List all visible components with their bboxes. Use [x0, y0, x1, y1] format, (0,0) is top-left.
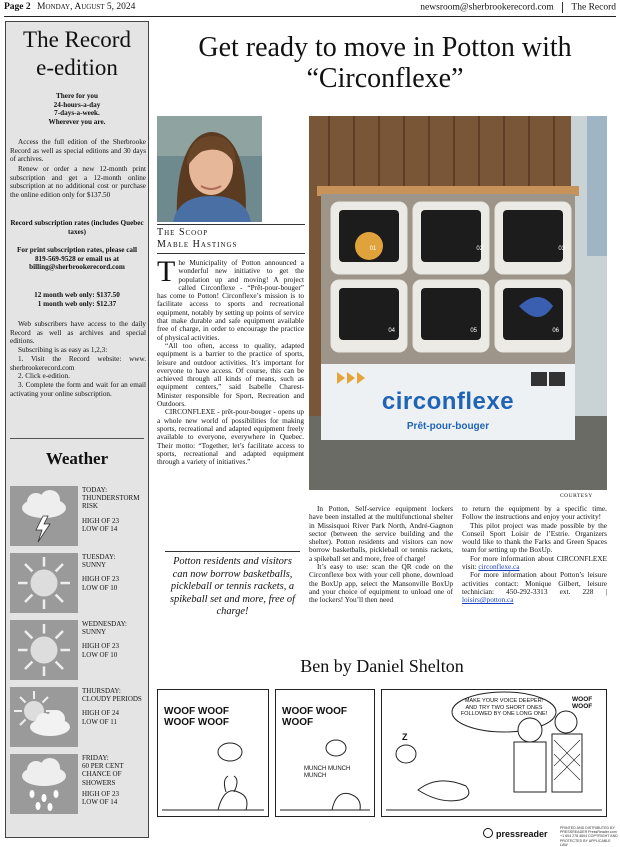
weather-condition: CLOUDY PERIODS: [82, 695, 142, 704]
pressreader-icon: [483, 828, 493, 838]
partly-cloudy-icon: [10, 687, 78, 747]
tagline-line: 24-hours-a-day: [53, 100, 101, 109]
article-column-1: [157, 255, 304, 467]
weather-day-thursday: [10, 687, 146, 749]
weather-condition: SUNNY: [82, 628, 107, 637]
step-2: 2. Click e-edition.: [18, 372, 70, 380]
weather-day-today: [10, 486, 146, 548]
comic-panel-3: [381, 689, 607, 817]
headline-line-1: Get ready to move in Potton with: [198, 32, 572, 63]
locker-number: 06: [552, 328, 559, 334]
sidebar-para-web: Web subscribers have access to the daily Record as well as archives and special editions.: [10, 320, 146, 346]
sidebar-para-renew: Renew or order a new 12-month print subscription and get a 12-month online subscription at no additional cost or purchase the online edition only for $137.50: [10, 165, 146, 199]
photo-credit: COURTESY: [560, 493, 593, 499]
steps-intro: Subscribing is as easy as 1,2,3:: [18, 346, 108, 354]
article-paragraph: [157, 255, 304, 342]
thunderstorm-icon: [10, 486, 78, 546]
weather-condition: SUNNY: [82, 561, 107, 570]
header-right: [420, 2, 616, 13]
weather-high: HIGH OF 24: [82, 709, 119, 718]
article-column-3: [462, 505, 607, 605]
web-rate-12-month: 12 month web only: $137.50: [34, 291, 120, 299]
section-label: [157, 224, 305, 238]
web-rate-1-month: 1 month web only: $12.37: [37, 300, 117, 308]
section-text: The Scoop: [157, 227, 209, 238]
article-paragraph: “All too often, access to quality, adapted equipment is a barrier to the practice of sports, leisure and outdoor activities. It’s important for everyone to have access. Of course, this can be achieved through all kinds of means, such as equipment centers,” said Isabelle Charest-Minister responsible for Sport, Recreation and Outdoors.: [157, 340, 304, 409]
sidebar-para-access: Access the full edition of the Sherbrooke Record as well as special editions and 30 days of archives.: [10, 138, 146, 164]
weather-day: WEDNESDAY:: [82, 620, 127, 628]
locker-number: 05: [470, 328, 477, 334]
comic-sound: WOOF WOOF WOOF: [282, 706, 347, 728]
pressreader-logo: [483, 828, 548, 839]
article-paragraph: This pilot project was made possible by the Conseil Sport Loisir de l’Estrie. Organizers would like to thank the Farks and Green Spaces team for setting up the BoxUp.: [462, 520, 607, 555]
paragraph-text: he Municipality of Potton announced a wonderful new initiative to get the population up and moving! A project called Circonflexe - “Prêt-pour-bouger” has come to Potton! Circonflexe’s mission is to facilitate access to sports and recreational equipment, notably by setting up points of service that make durable and safe equipment available free of charge, in order to encourage the practice of physical activities.: [157, 258, 304, 342]
author-byline: [157, 239, 305, 254]
comic-sound: WOOF WOOF WOOF WOOF: [164, 706, 229, 728]
circonflexe-locker-photo: [309, 116, 607, 490]
weather-text: [82, 553, 148, 592]
article-paragraph: In Potton, Self-service equipment lockers have been installed at the multifunctional shelter in Missisquoi River Park North, André-Gagnon sector (between the service building and the shelter). Potton residents and visitors can now borrow basketballs, pickleball or tennis rackets, a spikeball set and more, free of charge!: [309, 504, 453, 563]
weather-low: LOW OF 10: [82, 650, 118, 659]
article-paragraph: [462, 555, 607, 572]
newsroom-email[interactable]: newsroom@sherbrookerecord.com: [420, 2, 554, 13]
article-column-2: [309, 505, 453, 605]
tagline: [10, 92, 144, 126]
weather-text: [82, 754, 148, 806]
weather-text: [82, 486, 148, 533]
tagline-line: There for you: [55, 92, 99, 100]
print-subscription-info: For print subscription rates, please call 819-569-9528 or email us at billing@sherbrookerecord.com: [16, 246, 138, 272]
pull-quote: Potton residents and visitors can now borrow basketballs, pickleball or tennis rackets, a spikeball set and more, free of charge!: [165, 551, 300, 619]
locker-number: 03: [558, 246, 565, 252]
comic-sound: WOOF WOOF: [572, 696, 593, 710]
weather-high: HIGH OF 23: [82, 642, 119, 651]
weather-text: [82, 687, 148, 726]
headline-line-2: “Circonflexe”: [306, 63, 464, 94]
weather-condition: THUNDERSTORM RISK: [82, 494, 140, 511]
page-info: [4, 2, 135, 12]
weather-day-wednesday: [10, 620, 146, 682]
potton-email-link[interactable]: loisirs@potton.ca: [462, 595, 514, 605]
sun-icon: [10, 553, 78, 613]
weather-low: LOW OF 14: [82, 798, 118, 807]
paragraph-text: For more information about CIRCONFLEXE visit:: [462, 553, 607, 572]
locker-number: 01: [369, 246, 377, 252]
sidebar: [5, 21, 149, 838]
weather-day: THURSDAY:: [82, 687, 121, 695]
eedition-subtitle: e-edition: [36, 55, 118, 80]
pressreader-fineprint: PRINTED AND DISTRIBUTED BY PRESSREADER PressReader.com +1 604 278 4604 COPYRIGHT AND PROTECTED BY APPLICABLE LAW: [560, 826, 618, 847]
page-date: Monday, August 5, 2024: [37, 2, 136, 12]
author-photo: [157, 116, 262, 222]
weather-heading: Weather: [45, 449, 109, 468]
article-paragraph: It’s easy to use: scan the QR code on the Circonflexe box with your cell phone, download the BoxUp app, select the Mansonville BoxUp and your choice of equipment to unload one of the lockers! You’ll then need: [309, 562, 453, 605]
weather-condition: 60 PER CENT CHANCE OF SHOWERS: [82, 762, 124, 787]
comic-strip: [157, 689, 607, 819]
comic-panel-1: [157, 689, 269, 817]
tagline-line: 7-days-a-week.: [54, 109, 100, 118]
weather-day: FRIDAY:: [82, 754, 109, 762]
page-number: Page 2: [4, 2, 31, 12]
circonflexe-slogan: Prêt-pour-bouger: [406, 421, 490, 432]
circonflexe-link[interactable]: circonflexe.ca: [478, 562, 520, 572]
paper-name: The Record: [571, 2, 616, 13]
weather-day: TODAY:: [82, 486, 108, 494]
step-3: 3. Complete the form and wait for an email activating your online subscription.: [10, 381, 146, 398]
sidebar-divider: [10, 438, 144, 439]
weather-day: TUESDAY:: [82, 553, 116, 561]
article-paragraph: [462, 571, 607, 604]
weather-text: [82, 620, 148, 659]
eedition-title: The Record: [23, 27, 131, 52]
locker-number: 04: [388, 328, 395, 334]
locker-number: 02: [476, 246, 483, 252]
weather-day-tuesday: [10, 553, 146, 615]
article-paragraph: to return the equipment by a specific time. Follow the instructions and enjoy your activity!: [462, 504, 607, 522]
weather-high: HIGH OF 23: [82, 575, 119, 584]
sleep-z: Z: [402, 732, 408, 742]
drop-cap: T: [157, 255, 176, 288]
author-name: Mable Hastings: [157, 239, 238, 250]
rates-heading: Record subscription rates (includes Quebec taxes): [10, 219, 144, 236]
header-divider: [562, 2, 563, 13]
sun-icon: [10, 620, 78, 680]
weather-low: LOW OF 11: [82, 717, 117, 726]
article-headline: [160, 32, 610, 94]
paragraph-text: For more information about Potton’s leisure activities contact: Monique Gilbert, leisure technician: 450-292-3313 ext. 228 |: [462, 570, 607, 596]
weather-high: HIGH OF 23: [82, 516, 119, 525]
article-paragraph: CIRCONFLEXE - prêt-pour-bouger - opens up a whole new world of possibilities for making sports, recreational and adapted equipment freely available to everyone, everywhere in Quebec. Their motto: “Together, let’s facilitate access to sports, recreational and adapted equipment through a variety of initiatives.”: [157, 407, 304, 467]
showers-icon: [10, 754, 78, 814]
weather-high: HIGH OF 23: [82, 789, 119, 798]
page-header: [4, 0, 616, 17]
step-1: 1. Visit the Record website: www. sherbrookerecord.com: [10, 355, 146, 372]
comic-panel-2: [275, 689, 375, 817]
pressreader-brand: pressreader: [496, 829, 548, 839]
comic-sound: MUNCH MUNCH MUNCH: [304, 766, 351, 779]
weather-day-friday: [10, 754, 146, 816]
speech-bubble: MAKE YOUR VOICE DEEPER! AND TRY TWO SHORT ONES FOLLOWED BY ONE LONG ONE!: [460, 698, 548, 718]
weather-low: LOW OF 14: [82, 524, 118, 533]
circonflexe-logo: circonflexe: [381, 388, 515, 415]
weather-low: LOW OF 10: [82, 583, 118, 592]
comic-title: Ben by Daniel Shelton: [300, 656, 464, 676]
tagline-line: Wherever you are.: [48, 117, 106, 126]
